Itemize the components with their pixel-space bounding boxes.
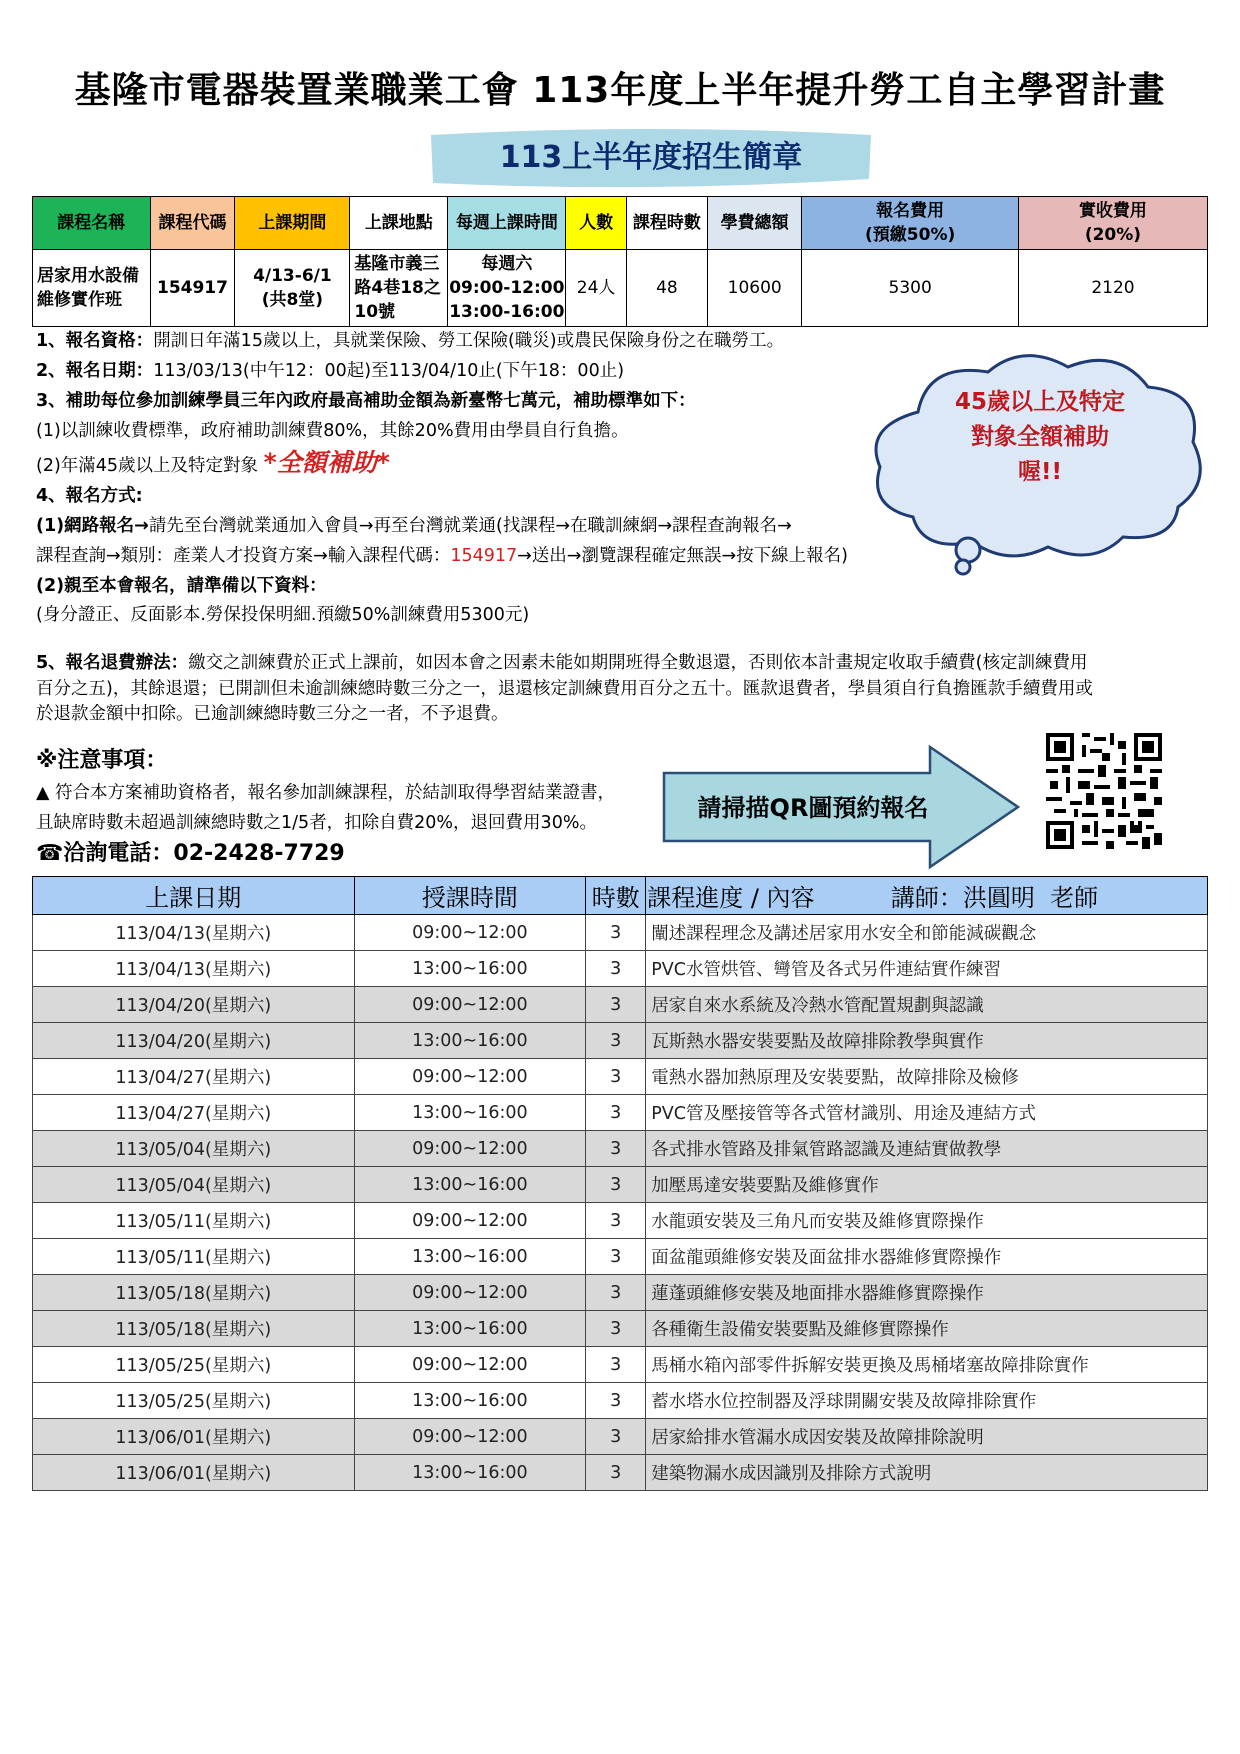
schedule-row	[33, 1275, 1208, 1311]
schedule-cell: 面盆龍頭維修安裝及面盆排水器維修實際操作	[646, 1239, 1208, 1275]
schedule-cell: 3	[586, 915, 646, 951]
schedule-row	[33, 1131, 1208, 1167]
schedule-cell: 13:00~16:00	[354, 1023, 586, 1059]
schedule-cell: 113/05/11(星期六)	[33, 1239, 355, 1275]
schedule-row	[33, 987, 1208, 1023]
schedule-cell: 13:00~16:00	[354, 1095, 586, 1131]
schedule-cell: 居家給排水管漏水成因安裝及故障排除說明	[646, 1419, 1208, 1455]
qr-code-icon[interactable]	[1046, 733, 1162, 849]
info-line-4: (1)以訓練收費標準，政府補助訓練費80%，其餘20%費用由學員自行負擔。	[36, 421, 629, 441]
schedule-cell: 13:00~16:00	[354, 1383, 586, 1419]
schedule-cell: 3	[586, 1311, 646, 1347]
banner-title: 113上半年度招生簡章	[499, 140, 803, 175]
course-cell: 24人	[566, 250, 626, 327]
course-header-cell: 上課地點	[350, 197, 448, 250]
course-cell: 每週六 09:00-12:00 13:00-16:00	[448, 250, 566, 327]
schedule-cell: 3	[586, 1167, 646, 1203]
schedule-row	[33, 1203, 1208, 1239]
schedule-cell: 13:00~16:00	[354, 1167, 586, 1203]
schedule-cell: 113/04/20(星期六)	[33, 1023, 355, 1059]
schedule-cell: 3	[586, 1059, 646, 1095]
schedule-cell: 居家自來水系統及冷熱水管配置規劃與認識	[646, 987, 1208, 1023]
schedule-header-cell: 時數	[586, 877, 646, 915]
course-header-cell: 報名費用 (預繳50%)	[802, 197, 1019, 250]
schedule-cell: 09:00~12:00	[354, 1419, 586, 1455]
course-cell: 154917	[150, 250, 235, 327]
schedule-cell: 09:00~12:00	[354, 1059, 586, 1095]
page-title: 基隆市電器裝置業職業工會 113年度上半年提升勞工自主學習計畫	[74, 70, 1166, 111]
schedule-cell: 13:00~16:00	[354, 1239, 586, 1275]
schedule-cell: PVC管及壓接管等各式管材識別、用途及連結方式	[646, 1095, 1208, 1131]
info-line-10: (身分證正、反面影本.勞保投保明細.預繳50%訓練費用5300元)	[36, 605, 530, 625]
schedule-cell: 113/05/18(星期六)	[33, 1275, 355, 1311]
course-header-cell: 學費總額	[707, 197, 801, 250]
schedule-cell: 09:00~12:00	[354, 1275, 586, 1311]
schedule-cell: 3	[586, 1383, 646, 1419]
schedule-cell: 3	[586, 1095, 646, 1131]
contact-phone: ☎洽詢電話：02-2428-7729	[36, 841, 345, 866]
schedule-cell: 3	[586, 1347, 646, 1383]
schedule-cell: 加壓馬達安裝要點及維修實作	[646, 1167, 1208, 1203]
info-line-1: 1、報名資格：開訓日年滿15歲以上，具就業保險、勞工保險(職災)或農民保險身份之在職勞工。	[36, 331, 785, 351]
schedule-cell: 113/06/01(星期六)	[33, 1419, 355, 1455]
schedule-cell: 3	[586, 951, 646, 987]
schedule-cell: 馬桶水箱內部零件拆解安裝更換及馬桶堵塞故障排除實作	[646, 1347, 1208, 1383]
schedule-cell: 113/05/25(星期六)	[33, 1347, 355, 1383]
schedule-cell: 3	[586, 1239, 646, 1275]
schedule-cell: 13:00~16:00	[354, 1455, 586, 1491]
schedule-cell: 113/05/18(星期六)	[33, 1311, 355, 1347]
info-line-6: 4、報名方式:	[36, 486, 143, 506]
info-line-5: (2)年滿45歲以上及特定對象 *全額補助*	[36, 448, 390, 477]
schedule-cell: 電熱水器加熱原理及安裝要點，故障排除及檢修	[646, 1059, 1208, 1095]
course-header-cell: 課程名稱	[33, 197, 151, 250]
schedule-cell: 蓄水塔水位控制器及浮球開關安裝及故障排除實作	[646, 1383, 1208, 1419]
note-line-2: 且缺席時數未超過訓練總時數之1/5者，扣除自費20%，退回費用30%。	[36, 813, 597, 833]
schedule-cell: 113/05/04(星期六)	[33, 1167, 355, 1203]
note-line-1: ▲ 符合本方案補助資格者，報名參加訓練課程，於結訓取得學習結業證書，	[36, 783, 616, 803]
schedule-table	[32, 876, 1208, 1491]
schedule-cell: 09:00~12:00	[354, 915, 586, 951]
schedule-cell: 瓦斯熱水器安裝要點及故障排除教學與實作	[646, 1023, 1208, 1059]
schedule-row	[33, 1347, 1208, 1383]
course-header-cell: 實收費用 (20%)	[1018, 197, 1207, 250]
schedule-row	[33, 1311, 1208, 1347]
schedule-cell: 113/04/27(星期六)	[33, 1059, 355, 1095]
course-header-cell: 課程時數	[626, 197, 707, 250]
cloud-text: 45歲以上及特定 對象全額補助 喔!!	[954, 389, 1125, 485]
course-header-cell: 每週上課時間	[448, 197, 566, 250]
schedule-cell: 113/05/25(星期六)	[33, 1383, 355, 1419]
schedule-cell: 13:00~16:00	[354, 951, 586, 987]
schedule-cell: 09:00~12:00	[354, 987, 586, 1023]
schedule-row	[33, 1023, 1208, 1059]
schedule-cell: 13:00~16:00	[354, 1311, 586, 1347]
course-cell: 48	[626, 250, 707, 327]
course-header-cell: 課程代碼	[150, 197, 235, 250]
schedule-row	[33, 1059, 1208, 1095]
course-cell: 居家用水設備維修實作班	[33, 250, 151, 327]
schedule-cell: 113/04/27(星期六)	[33, 1095, 355, 1131]
info-line-3: 3、補助每位參加訓練學員三年內政府最高補助金額為新臺幣七萬元，補助標準如下：	[36, 391, 696, 411]
schedule-cell: 113/05/04(星期六)	[33, 1131, 355, 1167]
schedule-header-cell: 上課日期	[33, 877, 355, 915]
info-line-2: 2、報名日期：113/03/13(中午12：00起)至113/04/10止(下午18：00止)	[36, 361, 625, 381]
schedule-cell: 113/04/13(星期六)	[33, 951, 355, 987]
schedule-cell: 3	[586, 1023, 646, 1059]
arrow-text: 請掃描QR圖預約報名	[697, 794, 929, 822]
schedule-header-cell: 課程進度 / 內容 講師：洪圓明 老師	[646, 877, 1208, 915]
schedule-cell: 113/04/20(星期六)	[33, 987, 355, 1023]
schedule-row	[33, 1419, 1208, 1455]
course-cell: 10600	[707, 250, 801, 327]
course-header-cell: 上課期間	[235, 197, 350, 250]
notes-title: ※注意事項：	[36, 748, 168, 773]
schedule-cell: 3	[586, 1455, 646, 1491]
schedule-header-cell: 授課時間	[354, 877, 586, 915]
course-cell: 2120	[1018, 250, 1207, 327]
schedule-cell: 113/05/11(星期六)	[33, 1203, 355, 1239]
schedule-cell: 各式排水管路及排氣管路認識及連結實做教學	[646, 1131, 1208, 1167]
schedule-cell: 09:00~12:00	[354, 1347, 586, 1383]
schedule-cell: 闡述課程理念及講述居家用水安全和節能減碳觀念	[646, 915, 1208, 951]
info-line-9: (2)親至本會報名，請準備以下資料：	[36, 576, 327, 596]
course-table	[32, 196, 1208, 327]
schedule-cell: 各種衛生設備安裝要點及維修實際操作	[646, 1311, 1208, 1347]
info-line-12: 百分之五)，其餘退還；已開訓但未逾訓練總時數三分之一，退還核定訓練費用百分之五十。匯款退費者，學員須自行負擔匯款手續費用或	[36, 679, 1093, 699]
schedule-cell: 3	[586, 1131, 646, 1167]
schedule-cell: 09:00~12:00	[354, 1131, 586, 1167]
schedule-cell: 3	[586, 1203, 646, 1239]
schedule-cell: 3	[586, 987, 646, 1023]
schedule-cell: 蓮蓬頭維修安裝及地面排水器維修實際操作	[646, 1275, 1208, 1311]
schedule-cell: 3	[586, 1275, 646, 1311]
schedule-cell: 113/06/01(星期六)	[33, 1455, 355, 1491]
schedule-row	[33, 1095, 1208, 1131]
info-line-7: (1)網路報名→請先至台灣就業通加入會員→再至台灣就業通(找課程→在職訓練網→課程查詢報名→	[36, 516, 792, 536]
info-line-13: 於退款金額中扣除。已逾訓練總時數三分之一者，不予退費。	[36, 704, 509, 724]
schedule-cell: 3	[586, 1419, 646, 1455]
schedule-row	[33, 951, 1208, 987]
schedule-cell: 09:00~12:00	[354, 1203, 586, 1239]
course-cell: 基隆市義三路4巷18之10號	[350, 250, 448, 327]
schedule-row	[33, 1239, 1208, 1275]
schedule-cell: PVC水管烘管、彎管及各式另件連結實作練習	[646, 951, 1208, 987]
course-header-cell: 人數	[566, 197, 626, 250]
schedule-row	[33, 915, 1208, 951]
schedule-cell: 水龍頭安裝及三角凡而安裝及維修實際操作	[646, 1203, 1208, 1239]
info-line-11: 5、報名退費辦法：繳交之訓練費於正式上課前，如因本會之因素未能如期開班得全數退還，否則依本計畫規定收取手續費(核定訓練費用	[36, 653, 1088, 673]
schedule-row	[33, 1455, 1208, 1491]
schedule-row	[33, 1383, 1208, 1419]
schedule-cell: 建築物漏水成因識別及排除方式說明	[646, 1455, 1208, 1491]
schedule-cell: 113/04/13(星期六)	[33, 915, 355, 951]
info-line-8: 課程查詢→類別：產業人才投資方案→輸入課程代碼：154917→送出→瀏覽課程確定無誤→按下線上報名)	[36, 546, 848, 566]
course-cell: 5300	[802, 250, 1019, 327]
schedule-row	[33, 1167, 1208, 1203]
course-cell: 4/13-6/1 (共8堂)	[235, 250, 350, 327]
